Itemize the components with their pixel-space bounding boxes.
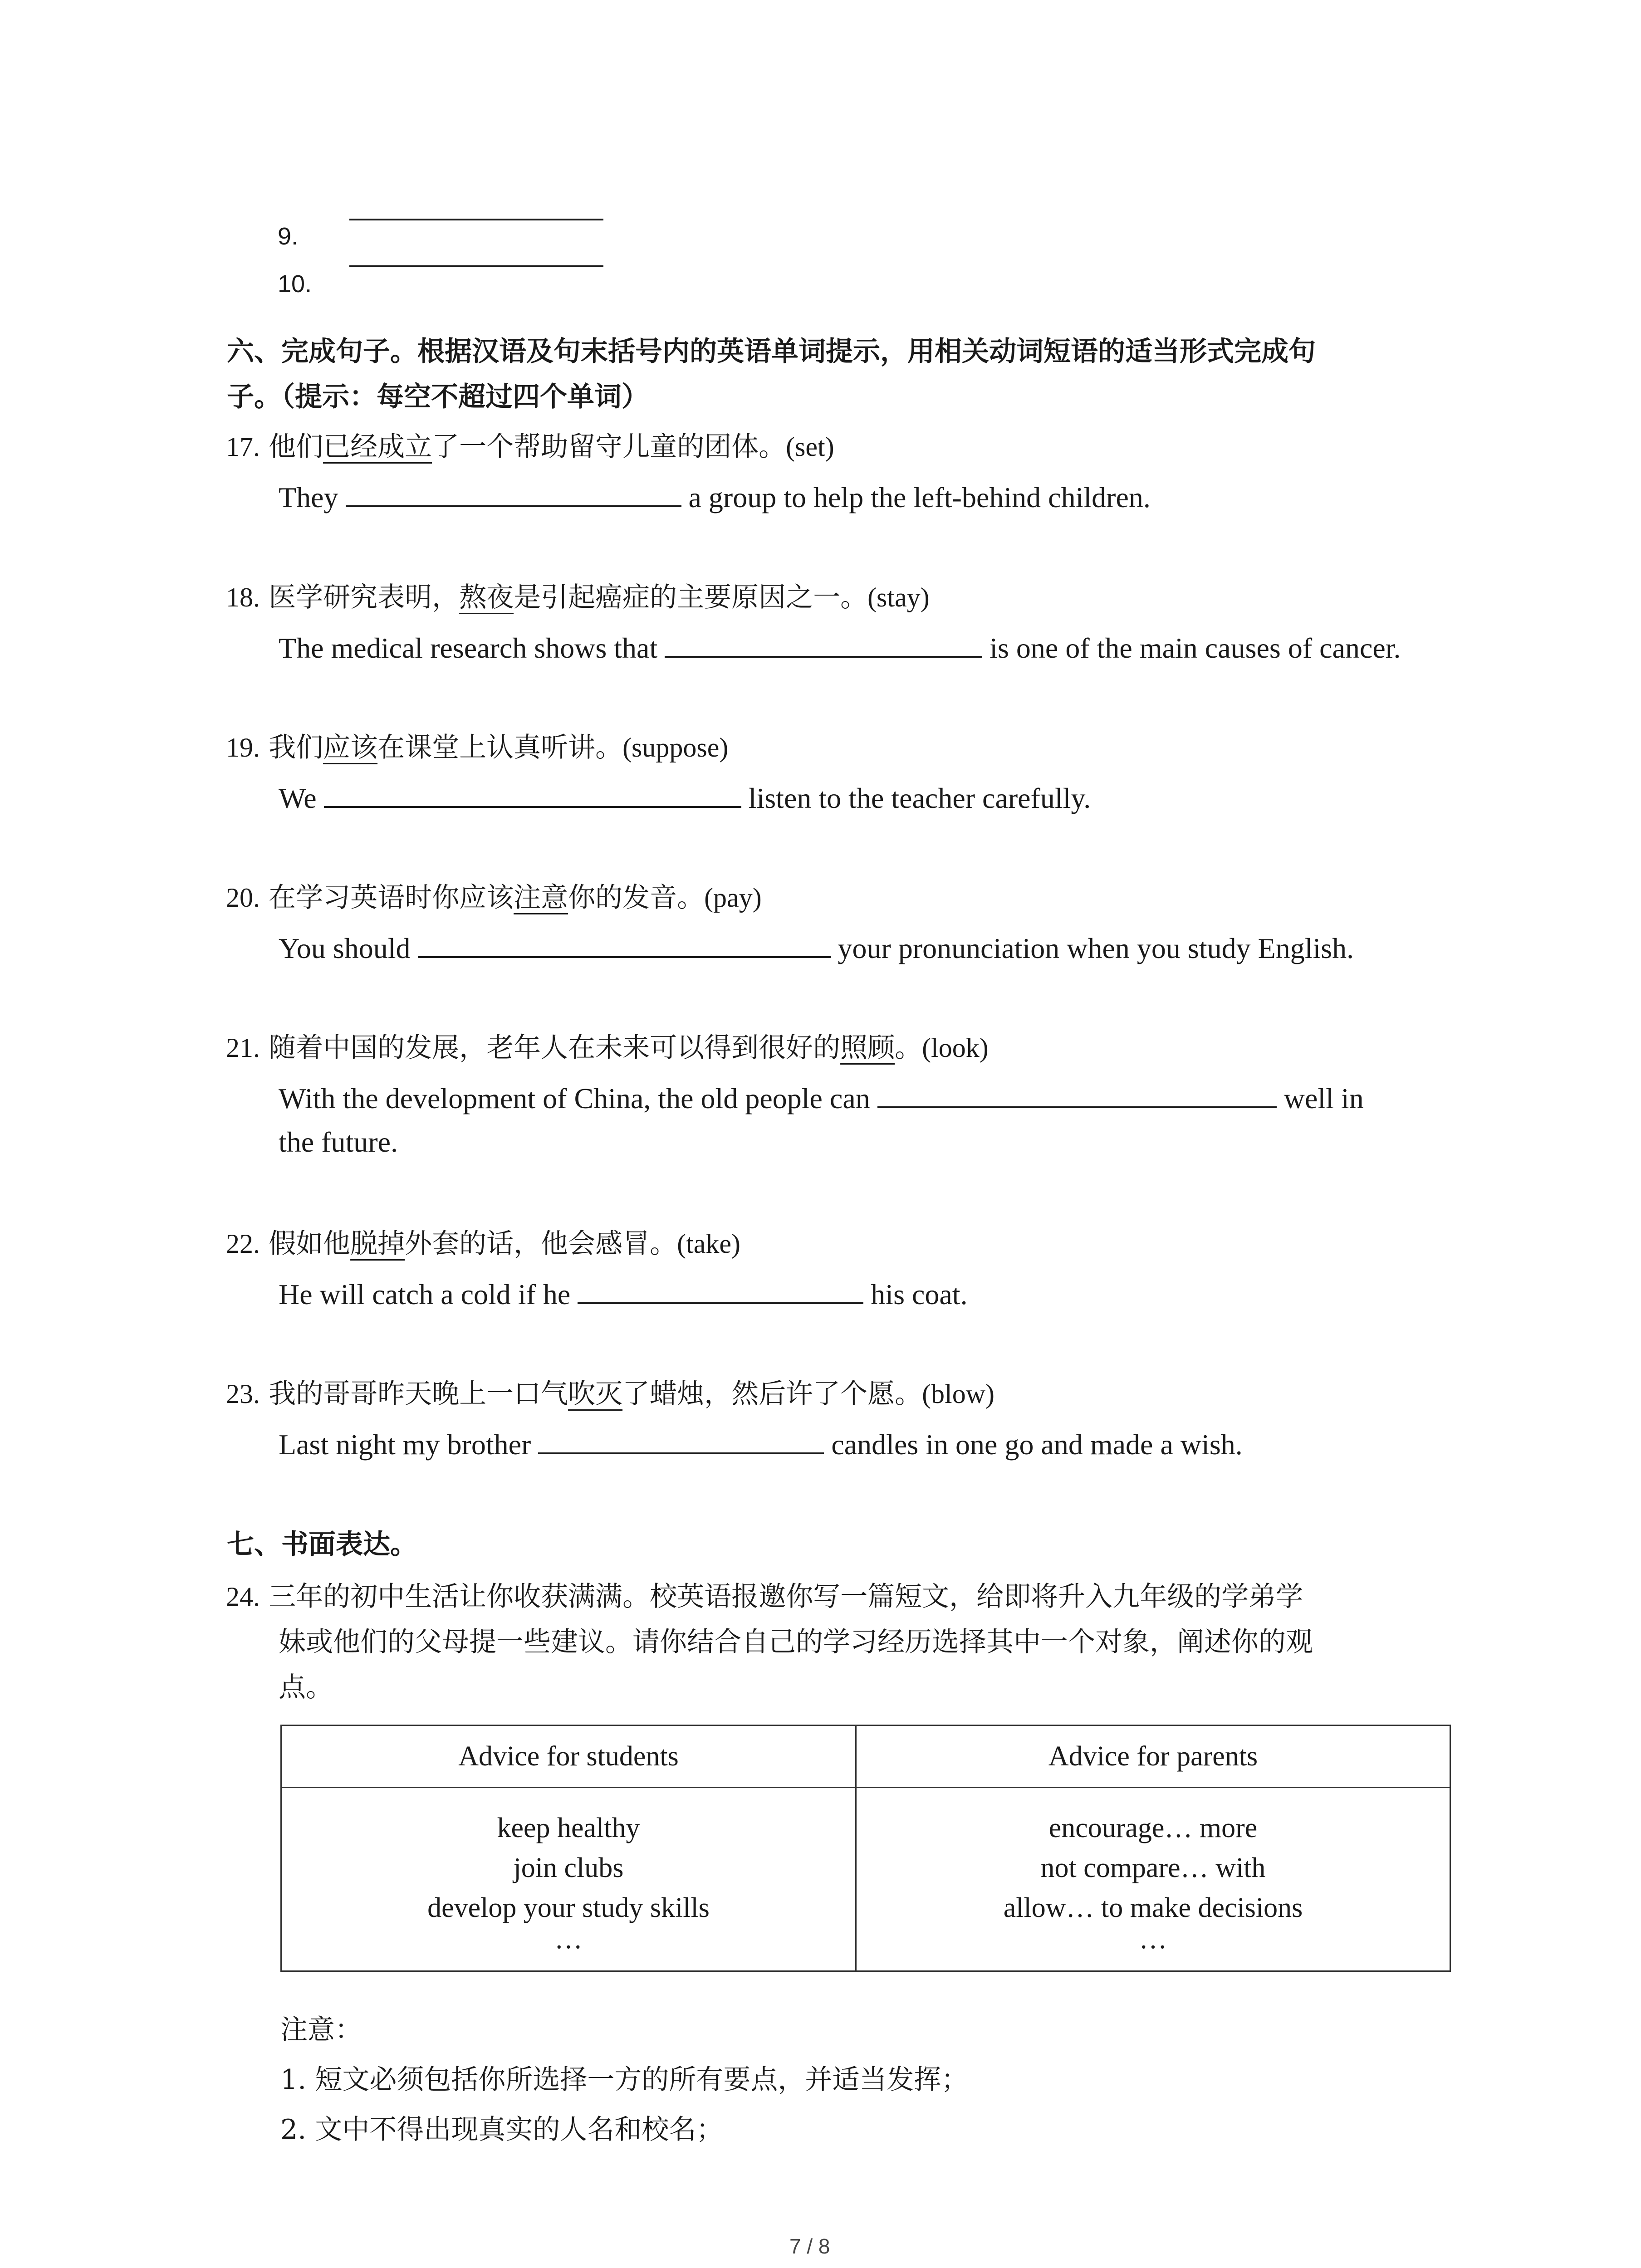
question-17-cn-post: 了一个帮助留守儿童的团体。 [432,431,786,463]
question-19-chinese [226,727,1091,768]
question-21-english [226,1078,1364,1119]
answer-blank-8[interactable] [349,219,603,220]
students-advice-item: keep healthy [497,1813,640,1843]
question-24-text-3: 点。 [279,1672,333,1703]
note-item-1: 1. 短文必须包括你所选择一方的所有要点，并适当发挥； [280,2064,969,2096]
question-17-cn-underlined: 已经成立 [323,431,432,463]
question-18 [226,577,1401,669]
parents-advice-item: encourage… more [1048,1813,1258,1843]
question-18-cn-post: 是引起癌症的主要原因之一。 [514,582,868,613]
note-item-2: 2. 文中不得出现真实的人名和校名； [280,2114,724,2146]
question-23-cn-post: 了蜡烛，然后许了个愿。 [622,1378,922,1410]
question-20-hint: (pay) [704,883,762,913]
question-17-hint: (set) [786,432,834,462]
question-18-cn-underlined: 熬夜 [459,582,514,613]
question-20-en-post: your pronunciation when you study English. [838,932,1354,964]
advice-table [280,1725,1451,1972]
question-22-answer-blank[interactable] [578,1275,863,1304]
question-23-english [226,1424,1243,1465]
question-21-answer-blank[interactable] [877,1079,1277,1108]
question-18-cn-pre: 医学研究表明， [269,582,460,613]
question-20 [226,877,1354,969]
parents-advice-item: not compare… with [1040,1853,1266,1883]
question-21-cn-post: 。 [895,1032,922,1064]
question-20-chinese [226,877,1354,918]
question-17-en-post: a group to help the left-behind children. [688,481,1151,513]
page-number: 7 / 8 [789,2234,830,2258]
question-18-english [226,628,1401,669]
question-24 [226,1574,1313,1710]
question-19-hint: (suppose) [622,733,729,763]
students-advice-item: develop your study skills [427,1892,710,1923]
question-22-number: 22. [226,1229,260,1259]
question-18-en-post: is one of the main causes of cancer. [989,632,1401,664]
question-21-chinese [226,1027,1364,1068]
question-17-chinese [226,426,1151,467]
parents-advice-item: allow… to make decisions [1003,1892,1303,1923]
question-24-text-2: 妹或他们的父母提一些建议。请你结合自己的学习经历选择其中一个对象，阐述你的观 [279,1626,1313,1658]
question-17-cn-pre: 他们 [269,431,323,463]
question-21-hint: (look) [922,1033,989,1063]
question-23-answer-blank[interactable] [538,1425,824,1454]
students-advice-item: join clubs [513,1853,624,1883]
parents-advice-ellipsis: … [1139,1924,1167,1955]
question-19-english [226,778,1091,819]
question-18-hint: (stay) [867,582,930,612]
question-20-number: 20. [226,883,260,913]
notes [280,2005,968,2155]
notes-title: 注意： [280,2014,362,2046]
question-17-answer-blank[interactable] [346,478,681,507]
question-24-text-1: 三年的初中生活让你收获满满。校英语报邀你写一篇短文，给即将升入九年级的学弟学 [269,1581,1303,1613]
advice-table-row [281,1788,1450,1971]
question-24-number: 24. [226,1582,260,1612]
question-22-en-post: his coat. [871,1278,968,1310]
question-19-cn-underlined: 应该 [323,732,378,763]
question-23-chinese [226,1374,1243,1414]
item-number-10: 10. [278,270,312,298]
parents-advice-cell [856,1788,1450,1971]
question-23-number: 23. [226,1379,260,1409]
question-22-english [226,1274,968,1315]
item-number-9: 9. [278,223,299,250]
question-21-number: 21. [226,1033,260,1063]
question-19-cn-pre: 我们 [269,732,323,763]
answer-blank-9[interactable] [349,265,603,267]
section-6-heading-line2: 子。（提示：每空不超过四个单词） [227,381,649,413]
question-18-answer-blank[interactable] [665,629,982,658]
question-21 [226,1027,1364,1163]
header-advice-for-parents: Advice for parents [856,1725,1450,1788]
question-20-cn-pre: 在学习英语时你应该 [269,882,514,914]
question-17-en-pre: They [279,481,338,513]
question-22-cn-pre: 假如他 [269,1228,351,1260]
question-21-english-continued: the future. [279,1126,398,1158]
question-18-en-pre: The medical research shows that [279,632,658,664]
question-23 [226,1374,1243,1465]
question-20-cn-underlined: 注意 [514,882,568,914]
header-advice-for-students: Advice for students [281,1725,856,1788]
question-21-cn-pre: 随着中国的发展，老年人在未来可以得到很好的 [269,1032,841,1064]
question-19-number: 19. [226,733,260,763]
question-21-en-post: well in [1283,1082,1364,1114]
question-17-english [226,477,1151,518]
question-18-chinese [226,577,1401,618]
question-22-hint: (take) [677,1229,740,1259]
question-19-cn-post: 在课堂上认真听讲。 [377,732,623,763]
advice-table-header-row [281,1725,1450,1788]
question-19-en-post: listen to the teacher carefully. [748,782,1091,814]
question-19-en-pre: We [279,782,317,814]
section-7-heading: 七、书面表达。 [227,1529,417,1560]
question-23-cn-underlined: 吹灭 [568,1378,623,1410]
question-20-cn-post: 你的发音。 [568,882,705,914]
question-23-en-pre: Last night my brother [279,1428,531,1461]
question-22-cn-underlined: 脱掉 [350,1228,405,1260]
question-23-hint: (blow) [922,1379,995,1409]
question-20-answer-blank[interactable] [418,929,831,958]
question-20-english [226,928,1354,969]
question-23-en-post: candles in one go and made a wish. [831,1428,1243,1461]
question-17 [226,426,1151,518]
question-23-cn-pre: 我的哥哥昨天晚上一口气 [269,1378,568,1410]
question-21-en-pre: With the development of China, the old people can [279,1082,870,1114]
question-22-cn-post: 外套的话，他会感冒。 [405,1228,677,1260]
section-6-heading-line1: 六、完成句子。根据汉语及句末括号内的英语单词提示，用相关动词短语的适当形式完成句 [227,336,1316,367]
question-21-cn-underlined: 照顾 [840,1032,895,1064]
question-22-en-pre: He will catch a cold if he [279,1278,571,1310]
question-22 [226,1223,968,1315]
students-advice-ellipsis: … [554,1924,583,1955]
question-19-answer-blank[interactable] [324,779,741,808]
question-22-chinese [226,1223,968,1264]
question-17-number: 17. [226,432,260,462]
question-20-en-pre: You should [279,932,411,964]
section-6-heading [227,329,1452,420]
question-19 [226,727,1091,819]
students-advice-cell [281,1788,856,1971]
question-24-line1 [226,1574,1313,1619]
question-18-number: 18. [226,582,260,612]
